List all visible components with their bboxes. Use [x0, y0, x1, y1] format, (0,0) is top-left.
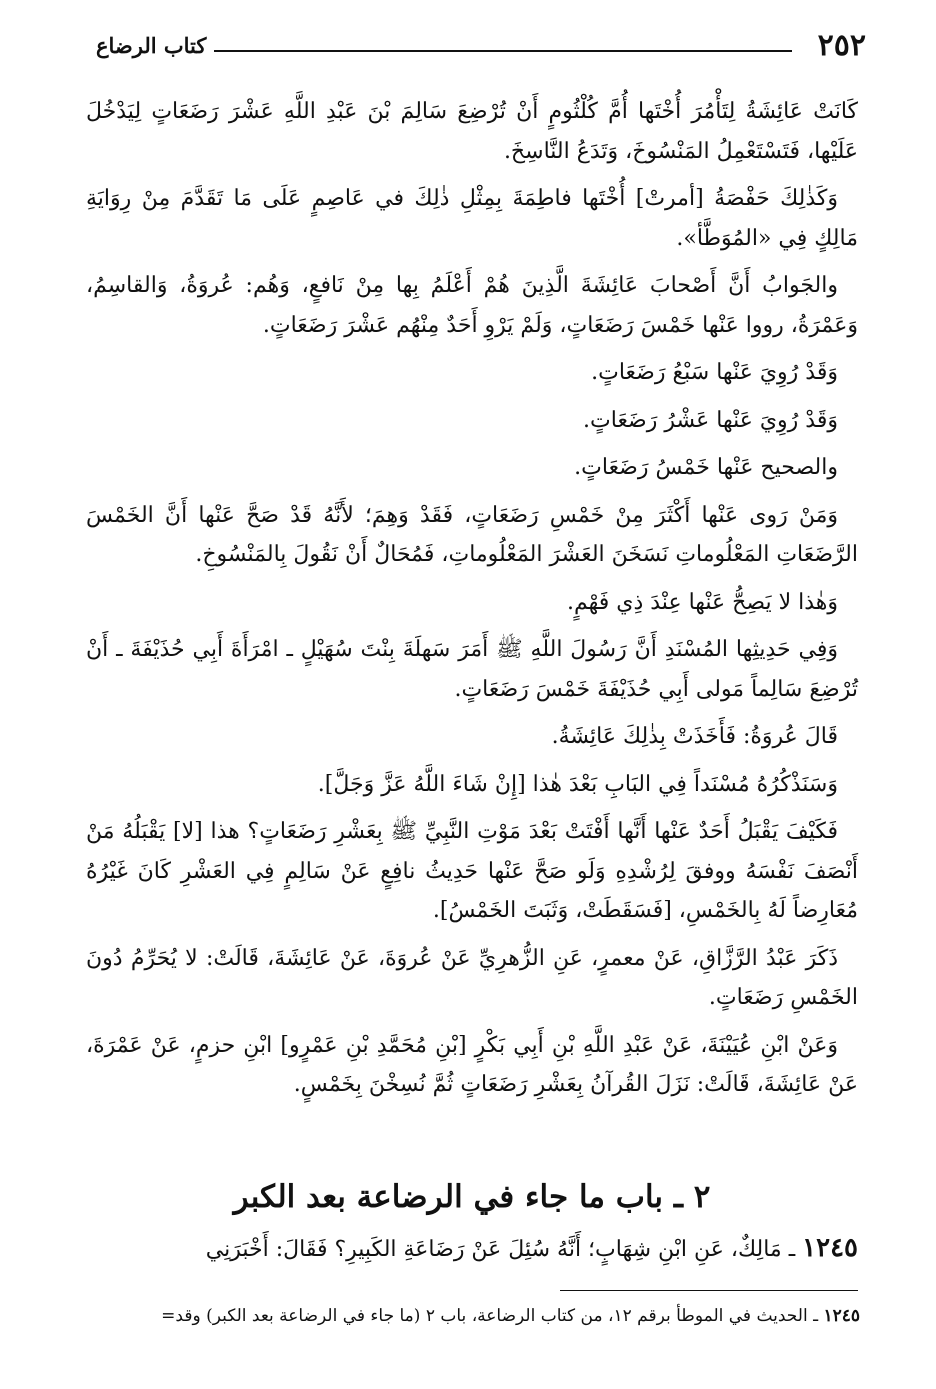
paragraph: وَمَنْ رَوى عَنْها أَكْثَرَ مِنْ خَمْسِ رَضَعَاتٍ، فَقَدْ وَهِمَ؛ لأَنَّهُ قَدْ صَحَّ عَنْها أَنَّ الخَمْسَ الرَّضَعَاتِ المَعْلُوماتِ نَسَخَنَ العَشْرَ المَعْلُوماتِ، فَمُحَالٌ أَنْ نَقُولَ بِالمَنْسُوخِ. — [86, 502, 858, 567]
footnote-text: ـ الحديث في الموطأ برقم ١٢، من كتاب الرضاعة، باب ٢ (ما جاء في الرضاعة بعد الكبر) وقد= — [161, 1306, 819, 1326]
footnote-rule — [560, 1290, 858, 1291]
hadith-text: ـ مَالِكٌ، عَنِ ابْنِ شِهَابٍ؛ أَنَّهُ سُئِلَ عَنْ رَضَاعَةِ الكَبِيرِ؟ فَقَالَ: أَخْبَرَنِي — [205, 1237, 796, 1262]
section-heading: ٢ ـ باب ما جاء في الرضاعة بعد الكبر — [233, 1179, 711, 1215]
running-title: كتاب الرضاع — [96, 33, 207, 58]
paragraph: وَقَدْ رُوِيَ عَنْها سَبْعُ رَضَعَاتٍ. — [591, 360, 838, 385]
main-text — [86, 92, 858, 1113]
page-header — [96, 26, 866, 66]
paragraph: وَسَنَذْكُرُهُ مُسْنَداً فِي البَابِ بَعْدَ هٰذا [إِنْ شَاءَ اللَّهُ عَزَّ وَجَلَّ]. — [317, 771, 838, 797]
paragraph: قَالَ عُروَةُ: فَأَخَذَتْ بِذٰلِكَ عَائِشَةُ. — [551, 724, 838, 749]
paragraph: فَكَيْفَ يَقْبَلُ أَحَدٌ عَنْها أَنَّها أَفْتَتْ بَعْدَ مَوْتِ النَّبِيِّ ﷺ بِعَشْرِ رَضَعَاتٍ؟ هذا [لا] يَقْبَلُهُ مَنْ أَنْصَفَ نَفْسَهُ ووفقَ لِرُشْدِهِ وَلَو صَحَّ عَنْها حَدِيثُ نافِعٍ عَنْ سَالِمٍ فِي العَشْرِ كَانَ غَيْرُهُ مُعَارِضاً لَهُ بِالخَمْسِ، [فَسَقَطَتْ، وَثَبَتَ الخَمْسُ]. — [86, 819, 858, 923]
paragraph: كَانَتْ عَائِشَةُ لِتَأْمُرَ أُخْتَها أُمَّ كُلْثُومٍ أَنْ تُرْضِعَ سَالِمَ بْنَ عَبْدِ اللَّهِ عَشْرَ رَضَعَاتٍ لِيَدْخُلَ عَلَيْها، فَتَسْتَعْمِلُ المَنْسُوخَ، وَتَدَعُ النَّاسِخَ. — [86, 99, 858, 164]
paragraph: والصحيح عَنْها خَمْسُ رَضَعَاتٍ. — [574, 455, 838, 480]
header-rule — [214, 50, 792, 52]
paragraph: وَفِي حَدِيثِها المُسْنَدِ أَنَّ رَسُولَ اللَّهِ ﷺ أَمَرَ سَهلَةَ بِنْتَ سُهَيْلٍ ـ امْرَأَةَ أَبِي حُذَيْفَةَ ـ أَنْ تُرْضِعَ سَالِماً مَولى أَبِي حُذَيْفَةَ خَمْسَ رَضَعَاتٍ. — [86, 637, 858, 702]
hadith-number: ١٢٤٥ — [802, 1233, 858, 1263]
footnote-number: ١٢٤٥ — [823, 1306, 860, 1326]
paragraph: وَقَدْ رُوِيَ عَنْها عَشْرُ رَضَعَاتٍ. — [583, 407, 838, 433]
paragraph: وَهٰذا لا يَصِحُّ عَنْها عِنْدَ ذِي فَهْمٍ. — [566, 589, 838, 615]
hadith-entry — [86, 1228, 858, 1270]
paragraph: والجَوابُ أَنَّ أَصْحابَ عَائِشَةَ الَّذِينَ هُمْ أَعْلَمُ بِها مِنْ نَافعٍ، وَهُم: عُروَةُ، وَالقاسِمُ، وَعَمْرَةُ، رووا عَنْها خَمْسَ رَضَعَاتٍ، وَلَمْ يَرْوِ أَحَدٌ مِنْهُم عَشْرَ رَضَعَاتٍ. — [86, 273, 858, 338]
page-number: ٢٥٢ — [817, 28, 866, 63]
paragraph: وَعَنْ ابْنِ عُيَيْنَةَ، عَنْ عَبْدِ اللَّهِ بْنِ أَبِي بَكْرٍ [بْنِ مُحَمَّدِ بْنِ عَمْرٍو] ابْنِ حزمٍ، عَنْ عَمْرَةَ، عَنْ عَائِشَةَ، قَالَتْ: نَزَلَ القُرآنُ بِعَشْرِ رَضَعَاتٍ ثُمَّ نُسِخْنَ بِخَمْسٍ. — [86, 1032, 858, 1097]
paragraph: ذَكَرَ عَبْدُ الرَّزَّاقِ، عَنْ معمرٍ، عَنِ الزُّهرِيِّ عَنْ عُروَةَ، عَنْ عَائِشَةَ، قَالَتْ: لا يُحَرِّمُ دُونَ الخَمْسِ رَضَعَاتٍ. — [86, 945, 858, 1010]
footnote — [86, 1302, 860, 1330]
paragraph: وَكَذٰلِكَ حَفْصَةُ [أمرتْ] أُخْتَها فاطِمَةَ بِمِثْلِ ذٰلِكَ في عَاصِمٍ عَلَى مَا تَقَدَّمَ مِنْ رِوَايَةِ مَالِكٍ فِي «المُوَطَّأ». — [86, 186, 858, 251]
